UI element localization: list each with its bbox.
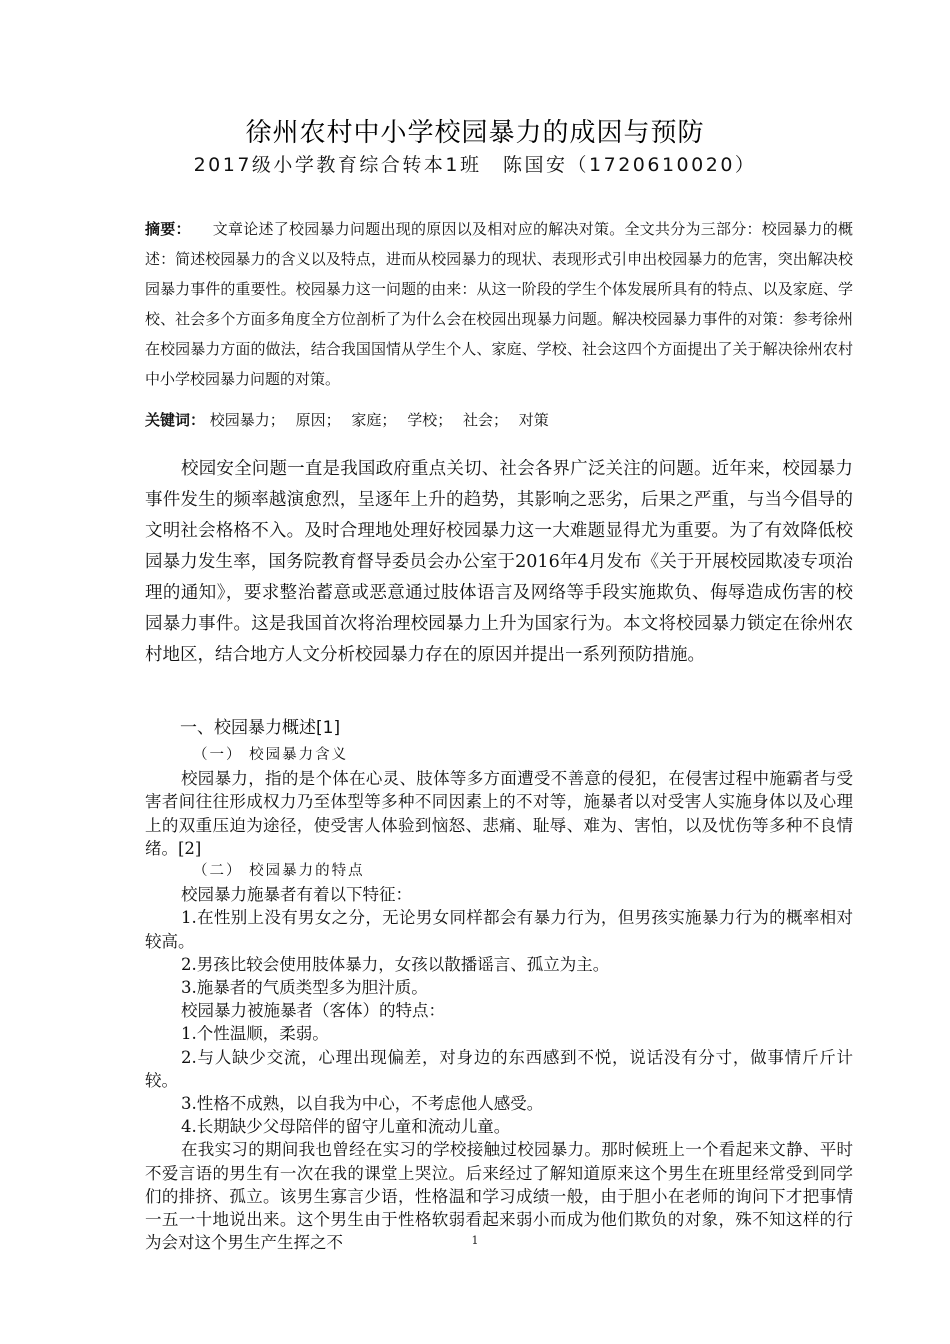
list-item: 2.与人缺少交流，心理出现偏差，对身边的东西感到不悦，说话没有分寸，做事情斤斤计较。 bbox=[145, 1047, 853, 1090]
keyword-item: 原因； bbox=[295, 411, 341, 429]
section-heading: 一、校园暴力概述[1] bbox=[180, 718, 341, 738]
keyword-item: 校园暴力； bbox=[209, 411, 285, 429]
list-item: 3.性格不成熟，以自我为中心，不考虑他人感受。 bbox=[181, 1094, 544, 1114]
keywords-label: 关键词： bbox=[145, 411, 206, 429]
subsection-heading: （二） 校园暴力的特点 bbox=[193, 863, 365, 880]
list-item: 2.男孩比较会使用肢体暴力，女孩以散播谣言、孤立为主。 bbox=[181, 954, 610, 974]
intro-paragraph: 校园安全问题一直是我国政府重点关切、社会各界广泛关注的问题。近年来，校园暴力事件发生的频率越演愈烈，呈逐年上升的趋势，其影响之恶劣，后果之严重，与当今倡导的文明社会格格不入。及时合理地处理好校园暴力这一大难题显得尤为重要。为了有效降低校园暴力发生率，国务院教育督导委员会办公室于2016年4月发布《关于开展校园欺凌专项治理的通知》，要求整治蓄意或恶意通过肢体语言及网络等手段实施欺负、侮辱造成伤害的校园暴力事件。这是我国首次将治理校园暴力上升为国家行为。本文将校园暴力锁定在徐州农村地区，结合地方人文分析校园暴力存在的原因并提出一系列预防措施。 bbox=[145, 459, 853, 665]
list-item: 1.个性温顺，柔弱。 bbox=[181, 1024, 329, 1044]
keyword-item: 学校； bbox=[407, 411, 453, 429]
list-item: 1.在性别上没有男女之分，无论男女同样都会有暴力行为，但男孩实施暴力行为的概率相对较高。 bbox=[145, 908, 853, 951]
body-paragraph: 校园暴力被施暴者（客体）的特点： bbox=[181, 1001, 445, 1021]
abstract-label: 摘要： bbox=[145, 220, 191, 238]
page-number: 1 bbox=[471, 1234, 479, 1247]
keyword-item: 对策 bbox=[518, 411, 549, 429]
section-body bbox=[145, 744, 853, 1254]
document-title: 徐州农村中小学校园暴力的成因与预防 bbox=[245, 118, 705, 148]
subsection-heading: （一） 校园暴力含义 bbox=[193, 747, 349, 763]
list-item: 3.施暴者的气质类型多为胆汁质。 bbox=[181, 978, 428, 998]
body-paragraph: 在我实习的期间我也曾经在实习的学校接触过校园暴力。那时候班上一个看起来文静、平时不爱言语的男生有一次在我的课堂上哭泣。后来经过了解知道原来这个男生在班里经常受到同学们的排挤、孤立。该男生寡言少语，性格温和学习成绩一般，由于胆小在老师的询问下才把事情一五一十地说出来。这个男生由于性格软弱看起来弱小而成为他们欺负的对象，殊不知这样的行为会对这个男生产生挥之不 bbox=[145, 1140, 853, 1253]
body-paragraph: 校园暴力，指的是个体在心灵、肢体等多方面遭受不善意的侵犯，在侵害过程中施霸者与受害者间往往形成权力乃至体型等多种不同因素上的不对等，施暴者以对受害人实施身体以及心理上的双重压迫为途径，使受害人体验到恼怒、悲痛、耻辱、难为、害怕，以及忧伤等多种不良情绪。[2] bbox=[145, 769, 853, 858]
abstract-text: 文章论述了校园暴力问题出现的原因以及相对应的解决对策。全文共分为三部分：校园暴力的概述：简述校园暴力的含义以及特点，进而从校园暴力的现状、表现形式引申出校园暴力的危害，突出解决校园暴力事件的重要性。校园暴力这一问题的由来：从这一阶段的学生个体发展所具有的特点、以及家庭、学校、社会多个方面多角度全方位剖析了为什么会在校园出现暴力问题。解决校园暴力事件的对策：参考徐州在校园暴力方面的做法，结合我国国情从学生个人、家庭、学校、社会这四个方面提出了关于解决徐州农村中小学校园暴力问题的对策。 bbox=[145, 220, 853, 388]
body-paragraph: 校园暴力施暴者有着以下特征： bbox=[181, 885, 412, 905]
list-item: 4.长期缺少父母陪伴的留守儿童和流动儿童。 bbox=[181, 1117, 511, 1137]
keyword-item: 家庭； bbox=[351, 411, 397, 429]
keyword-item: 社会； bbox=[462, 411, 508, 429]
author-line: 2017级小学教育综合转本1班 陈国安（1720610020） bbox=[193, 154, 757, 176]
abstract-paragraph bbox=[145, 214, 853, 394]
keywords-line bbox=[145, 408, 853, 432]
